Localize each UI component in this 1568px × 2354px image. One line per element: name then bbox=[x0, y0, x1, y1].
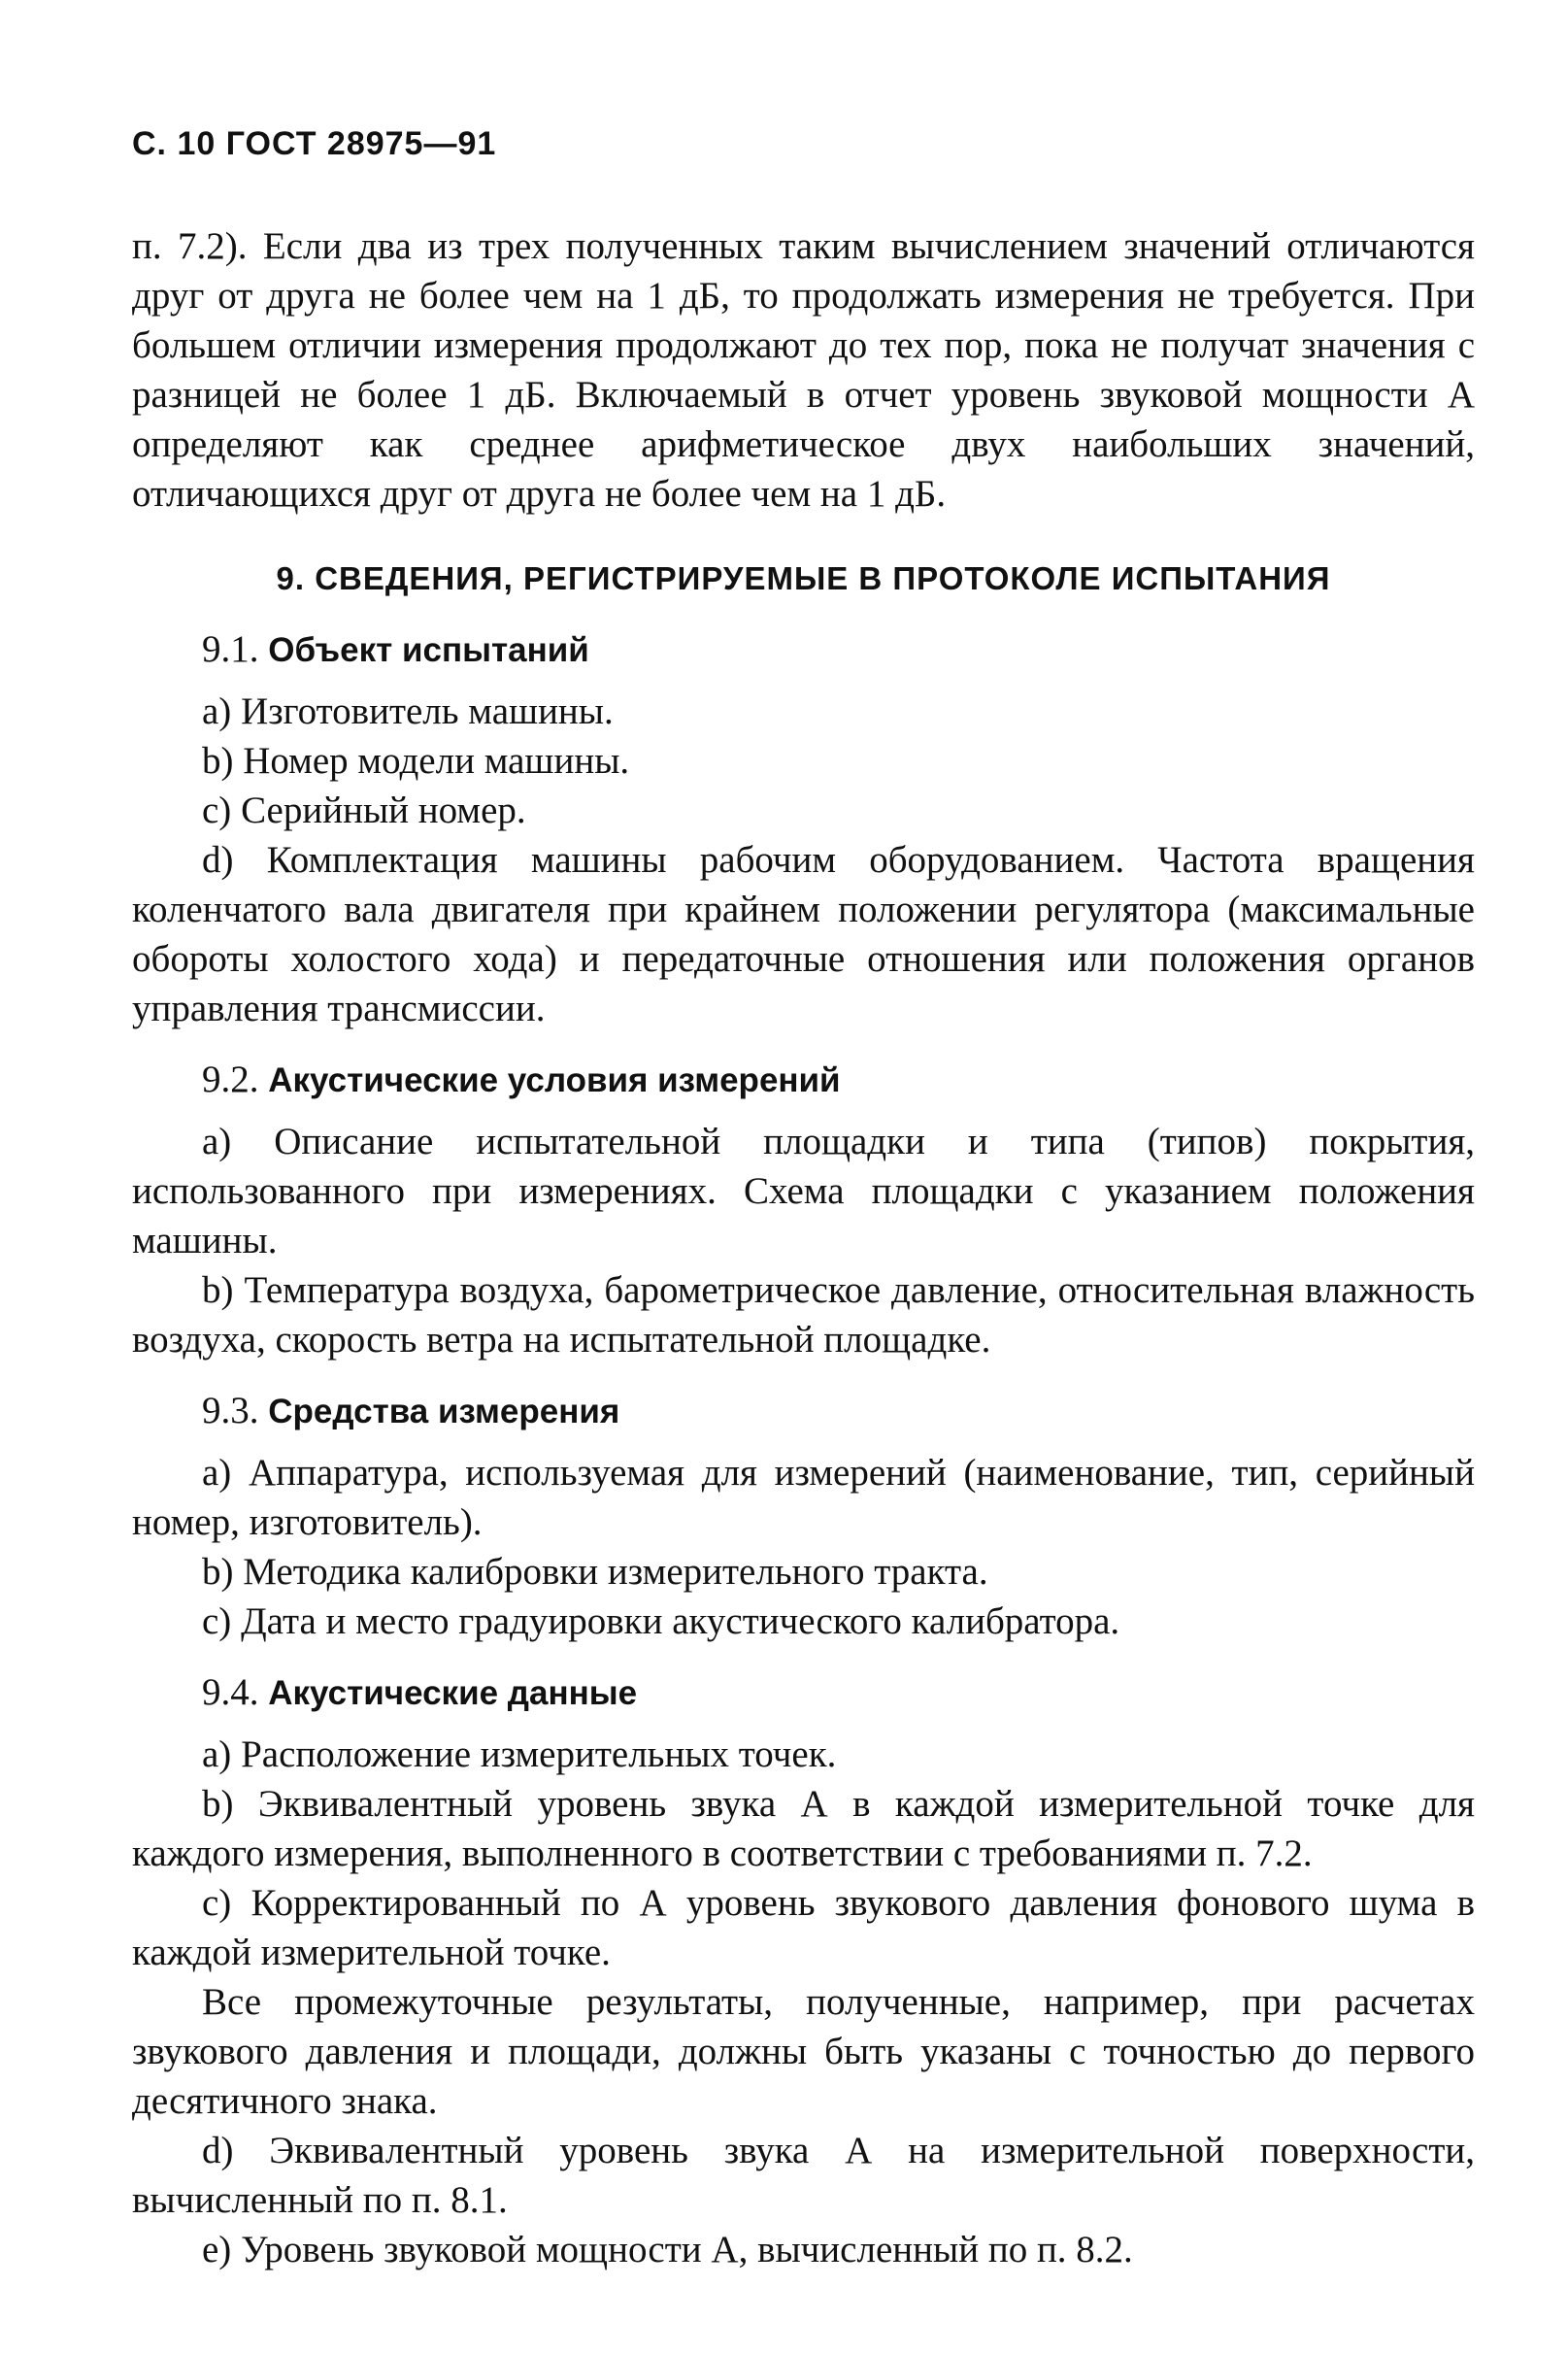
list-item bbox=[132, 687, 1475, 736]
item-label: a) bbox=[202, 1452, 232, 1494]
list-item bbox=[132, 1597, 1475, 1646]
list-item bbox=[132, 1265, 1475, 1364]
subsection-heading-9-4 bbox=[132, 1667, 1475, 1718]
list-item bbox=[132, 736, 1475, 786]
item-text: Температура воздуха, барометрическое давление, относительная влажность воздуха, скорость ветра на испытательной площадке. bbox=[132, 1269, 1476, 1361]
item-text: Эквивалентный уровень звука А в каждой измерительной точке для каждого измерения, выполненного в соответствии с требованиями п. 7.2. bbox=[132, 1783, 1475, 1874]
list-item bbox=[132, 2225, 1475, 2274]
section-title: 9. СВЕДЕНИЯ, РЕГИСТРИРУЕМЫЕ В ПРОТОКОЛЕ ИСПЫТАНИЯ bbox=[276, 560, 1331, 596]
list-item bbox=[132, 1878, 1475, 1977]
item-text: Уровень звуковой мощности А, вычисленный по п. 8.2. bbox=[241, 2229, 1133, 2270]
subsection-number: 9.3. bbox=[202, 1390, 259, 1431]
list-item bbox=[132, 1779, 1475, 1878]
item-label: a) bbox=[202, 1733, 232, 1775]
subsection-heading-9-1 bbox=[132, 624, 1475, 675]
subsection-number: 9.1. bbox=[202, 628, 259, 670]
item-text: Эквивалентный уровень звука А на измерительной поверхности, вычисленный по п. 8.1. bbox=[132, 2130, 1475, 2221]
subsection-title: Акустические условия измерений bbox=[268, 1061, 841, 1099]
list-item bbox=[132, 1730, 1475, 1779]
subsection-number: 9.4. bbox=[202, 1671, 259, 1713]
item-text: Описание испытательной площадки и типа (типов) покрытия, использованного при измерениях. Схема площадки с указанием положения машины. bbox=[132, 1121, 1476, 1261]
subsection-number: 9.2. bbox=[202, 1059, 259, 1100]
list-item bbox=[132, 835, 1475, 1033]
item-text: Изготовитель машины. bbox=[241, 690, 614, 732]
item-text: Методика калибровки измерительного тракта. bbox=[243, 1551, 988, 1593]
item-text: Аппаратура, используемая для измерений (наименование, тип, серийный номер, изготовитель). bbox=[132, 1452, 1475, 1543]
list-item bbox=[132, 1448, 1475, 1547]
item-label: b) bbox=[202, 740, 234, 782]
item-label: d) bbox=[202, 839, 234, 881]
item-label: c) bbox=[202, 1600, 232, 1642]
item-text: Корректированный по А уровень звукового давления фонового шума в каждой измерительной точке. bbox=[132, 1882, 1476, 1973]
item-label: c) bbox=[202, 790, 232, 831]
subsection-title: Средства измерения bbox=[268, 1393, 620, 1430]
item-text: Дата и место градуировки акустического калибратора. bbox=[241, 1600, 1120, 1642]
item-label: b) bbox=[202, 1783, 234, 1825]
item-label: e) bbox=[202, 2229, 232, 2270]
item-label: b) bbox=[202, 1269, 234, 1311]
list-item bbox=[132, 1117, 1475, 1265]
subsection-heading-9-3 bbox=[132, 1386, 1475, 1436]
item-text: Серийный номер. bbox=[241, 790, 526, 831]
subsection-title: Акустические данные bbox=[268, 1674, 638, 1712]
list-item bbox=[132, 786, 1475, 835]
list-item bbox=[132, 2126, 1475, 2225]
item-label: c) bbox=[202, 1882, 232, 1924]
item-label: d) bbox=[202, 2130, 234, 2171]
subsection-heading-9-2 bbox=[132, 1055, 1475, 1105]
subsection-title: Объект испытаний bbox=[268, 631, 589, 669]
item-text: Расположение измерительных точек. bbox=[241, 1733, 837, 1775]
item-text: Номер модели машины. bbox=[243, 740, 630, 782]
item-text: Комплектация машины рабочим оборудованием. Частота вращения коленчатого вала двигателя при крайнем положении регулятора (максимальные обороты холостого хода) и передаточные отношения или положения органов управления трансмиссии. bbox=[132, 839, 1475, 1029]
item-label: a) bbox=[202, 1121, 232, 1162]
note-paragraph: Все промежуточные результаты, полученные, например, при расчетах звукового давления и площади, должны быть указаны с точностью до первого десятичного знака. bbox=[132, 1981, 1475, 2122]
intro-paragraph: п. 7.2). Если два из трех полученных таким вычислением значений отличаются друг от друга не более чем на 1 дБ, то продолжать измерения не требуется. При большем отличии измерения продолжают до тех пор, пока не получат значения с разницей не более 1 дБ. Включаемый в отчет уровень звуковой мощности А определяют как среднее арифметическое двух наибольших значений, отличающихся друг от друга не более чем на 1 дБ. bbox=[132, 225, 1475, 515]
list-item bbox=[132, 1547, 1475, 1597]
page-header: С. 10 ГОСТ 28975—91 bbox=[132, 125, 497, 162]
item-label: a) bbox=[202, 690, 232, 732]
item-label: b) bbox=[202, 1551, 234, 1593]
